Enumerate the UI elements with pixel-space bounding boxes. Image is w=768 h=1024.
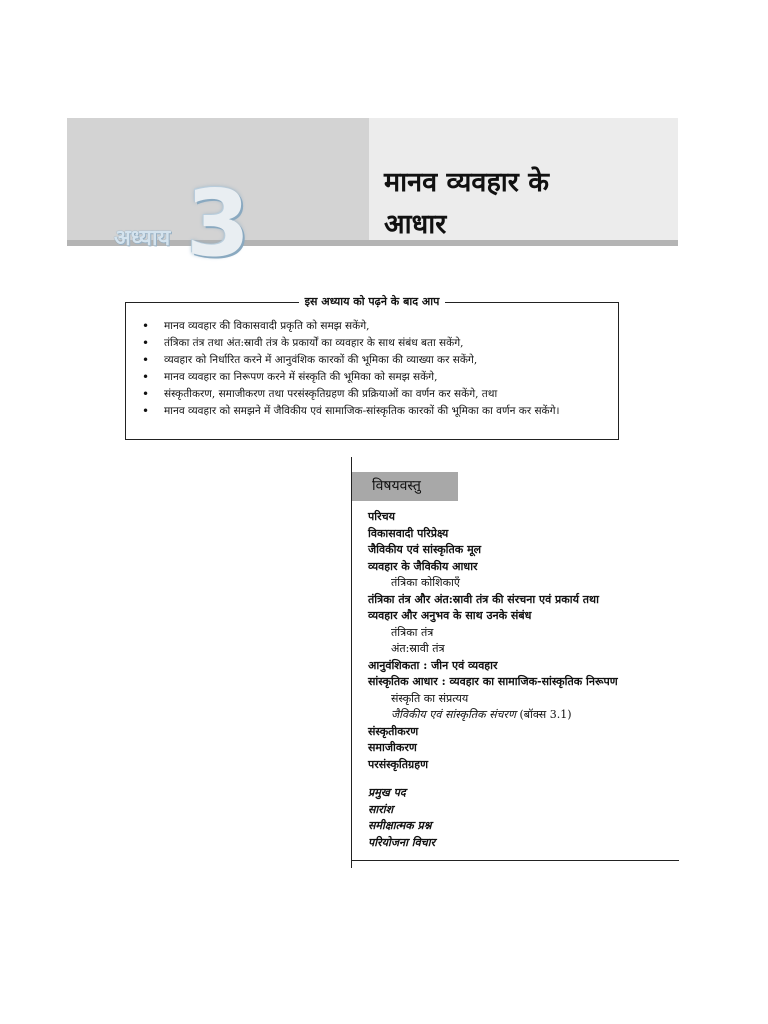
objectives-list [140,318,606,420]
toc-gap [368,773,678,785]
contents-bottom-rule [351,860,679,861]
toc-item: परसंस्कृतिग्रहण [368,757,429,771]
toc-end-item: परियोजना विचार [368,835,436,849]
contents-label: विषयवस्तु [352,472,458,501]
toc-item: विकासवादी परिप्रेक्ष्य [368,526,449,540]
chapter-word: अध्याय [114,225,171,251]
toc-end-item: सारांश [368,802,394,816]
objectives-heading: इस अध्याय को पढ़ने के बाद आप [126,294,618,310]
toc-subitem: तंत्रिका तंत्र [391,625,434,639]
learning-objectives-box [125,295,619,440]
chapter-number: 3 [186,170,251,277]
chapter-title-line-1: मानव व्यवहार के [384,167,549,198]
objective-item: • तंत्रिका तंत्र तथा अंत:स्रावी तंत्र के प्रकार्यों का व्यवहार के साथ संबंध बता सकेंगे, [140,335,606,352]
objective-item: • व्यवहार को निर्धारित करने में आनुवंशिक कारकों की भूमिका की व्याख्या कर सकेंगे, [140,352,606,369]
toc-item: जैविकीय एवं सांस्कृतिक मूल [368,543,482,556]
toc-item: तंत्रिका तंत्र और अंत:स्रावी तंत्र की संरचना एवं प्रकार्य तथा [368,592,599,606]
toc-subitem: अंत:स्रावी तंत्र [391,642,445,655]
toc-item: व्यवहार और अनुभव के साथ उनके संबंध [368,609,532,622]
toc-item: परिचय [368,510,395,523]
toc-subitem: तंत्रिका कोशिकाएँ [391,576,460,589]
toc-box-reference: (बॉक्स 3.1) [519,708,572,721]
objective-item: • मानव व्यवहार को समझने में जैविकीय एवं सामाजिक-सांस्कृतिक कारकों की भूमिका का वर्णन कर सकेंगे। [140,403,606,420]
table-of-contents [368,509,678,851]
toc-item: सांस्कृतिक आधार : व्यवहार का सामाजिक-सांस्कृतिक निरूपण [368,675,618,688]
toc-item: समाजीकरण [368,741,417,754]
toc-item: आनुवंशिकता : जीन एवं व्यवहार [368,658,498,672]
toc-subitem [368,707,678,724]
toc-item: संस्कृतीकरण [368,724,419,738]
toc-end-item: समीक्षात्मक प्रश्न [368,819,432,832]
objective-item: • संस्कृतीकरण, समाजीकरण तथा परसंस्कृतिग्रहण की प्रक्रियाओं का वर्णन कर सकेंगे, तथा [140,386,606,403]
toc-subitem: संस्कृति का संप्रत्यय [391,691,469,705]
objective-item: • मानव व्यवहार का निरूपण करने में संस्कृति की भूमिका को समझ सकेंगे, [140,369,606,386]
chapter-title [384,162,674,246]
objective-item: • मानव व्यवहार की विकासवादी प्रकृति को समझ सकेंगे, [140,318,606,335]
toc-subitem-text: जैविकीय एवं सांस्कृतिक संचरण [391,708,516,721]
contents-vertical-rule [351,457,352,868]
chapter-title-line-2: आधार [384,209,447,240]
toc-end-item: प्रमुख पद [368,786,406,799]
toc-item: व्यवहार के जैविकीय आधार [368,559,478,573]
